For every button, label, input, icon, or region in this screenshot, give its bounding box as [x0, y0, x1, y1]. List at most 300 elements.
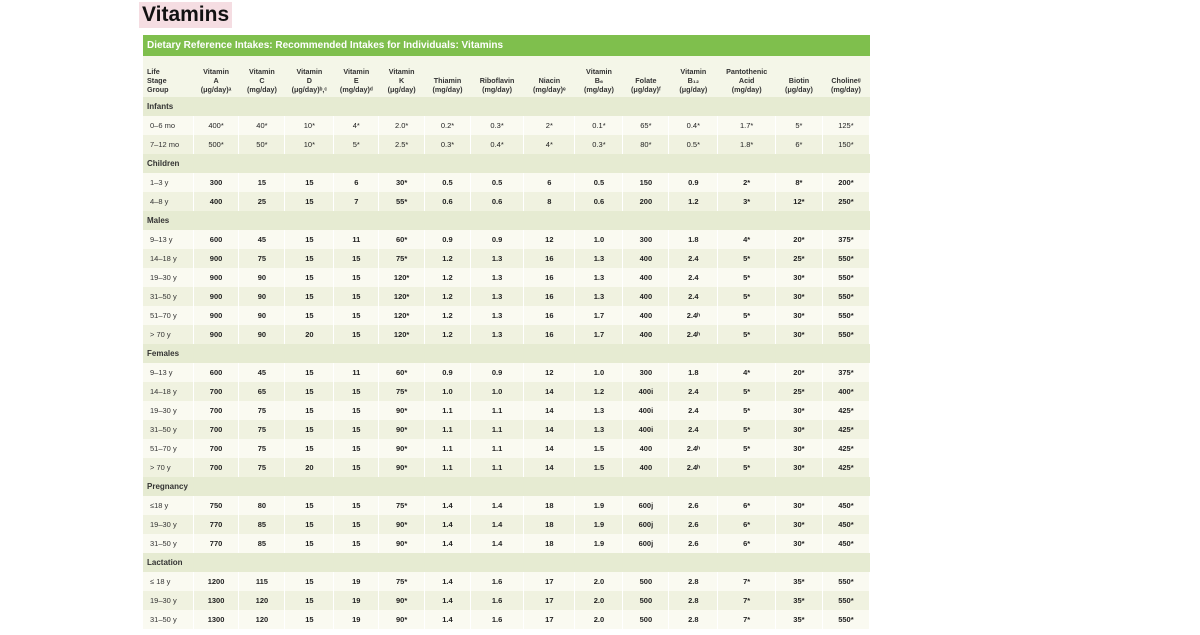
column-header: Vitamin B₆ (mg/day) — [575, 56, 623, 97]
value-cell: 6* — [775, 135, 822, 154]
value-cell: 125* — [822, 116, 869, 135]
value-cell: 30* — [379, 173, 425, 192]
value-cell: 1.8 — [669, 230, 718, 249]
table-row — [143, 439, 870, 458]
table-row — [143, 135, 870, 154]
page-title: Vitamins — [139, 2, 232, 28]
value-cell: 150 — [623, 173, 669, 192]
value-cell: 90* — [379, 458, 425, 477]
value-cell: 14 — [524, 458, 575, 477]
life-stage-cell: 31–50 y — [143, 420, 193, 439]
value-cell: 15 — [285, 287, 334, 306]
value-cell: 15 — [285, 496, 334, 515]
table-row — [143, 591, 870, 610]
value-cell: 1.3 — [470, 249, 523, 268]
life-stage-cell: ≤ 18 y — [143, 572, 193, 591]
value-cell: 120* — [379, 325, 425, 344]
value-cell: 1.4 — [470, 496, 523, 515]
value-cell: 35* — [775, 591, 822, 610]
table-row — [143, 116, 870, 135]
value-cell: 550* — [822, 572, 869, 591]
value-cell: 0.3* — [425, 135, 471, 154]
value-cell: 1.0 — [575, 230, 623, 249]
value-cell: 2.8 — [669, 610, 718, 629]
table-row — [143, 420, 870, 439]
value-cell: 6 — [334, 173, 379, 192]
value-cell: 90* — [379, 534, 425, 553]
section-header-row — [143, 477, 870, 496]
value-cell: 8 — [524, 192, 575, 211]
value-cell: 18 — [524, 534, 575, 553]
value-cell: 60* — [379, 363, 425, 382]
value-cell: 6 — [524, 173, 575, 192]
value-cell: 15 — [239, 173, 285, 192]
value-cell: 2.0 — [575, 591, 623, 610]
value-cell: 375* — [822, 230, 869, 249]
value-cell: 1.1 — [470, 401, 523, 420]
value-cell: 18 — [524, 515, 575, 534]
value-cell: 300 — [623, 230, 669, 249]
life-stage-cell: 4–8 y — [143, 192, 193, 211]
value-cell: 400i — [623, 382, 669, 401]
value-cell: 30* — [775, 439, 822, 458]
value-cell: 0.6 — [470, 192, 523, 211]
value-cell: 5* — [718, 458, 776, 477]
value-cell: 25* — [775, 382, 822, 401]
value-cell: 30* — [775, 420, 822, 439]
value-cell: 19 — [334, 572, 379, 591]
value-cell: 5* — [718, 306, 776, 325]
value-cell: 16 — [524, 249, 575, 268]
value-cell: 1.5 — [575, 439, 623, 458]
value-cell: 2* — [718, 173, 776, 192]
value-cell: 1.3 — [575, 268, 623, 287]
value-cell: 400* — [193, 116, 239, 135]
value-cell: 2.6 — [669, 534, 718, 553]
value-cell: 500 — [623, 610, 669, 629]
value-cell: 15 — [285, 420, 334, 439]
value-cell: 550* — [822, 268, 869, 287]
life-stage-cell: 19–30 y — [143, 515, 193, 534]
value-cell: 550* — [822, 610, 869, 629]
life-stage-cell: 1–3 y — [143, 173, 193, 192]
value-cell: 90* — [379, 515, 425, 534]
life-stage-cell: 19–30 y — [143, 268, 193, 287]
value-cell: 2.5* — [379, 135, 425, 154]
table-row — [143, 287, 870, 306]
column-header: Vitamin C (mg/day) — [239, 56, 285, 97]
value-cell: 1.9 — [575, 496, 623, 515]
value-cell: 1.7* — [718, 116, 776, 135]
value-cell: 30* — [775, 306, 822, 325]
value-cell: 2.6 — [669, 496, 718, 515]
section-label: Lactation — [143, 553, 870, 572]
life-stage-cell: ≤18 y — [143, 496, 193, 515]
value-cell: 120 — [239, 610, 285, 629]
value-cell: 1300 — [193, 591, 239, 610]
value-cell: 15 — [285, 230, 334, 249]
value-cell: 600j — [623, 496, 669, 515]
table-row — [143, 534, 870, 553]
life-stage-cell: > 70 y — [143, 325, 193, 344]
column-header: Vitamin A (μg/day)ᵃ — [193, 56, 239, 97]
value-cell: 450* — [822, 534, 869, 553]
value-cell: 17 — [524, 610, 575, 629]
table-row — [143, 325, 870, 344]
value-cell: 4* — [718, 230, 776, 249]
value-cell: 6* — [718, 496, 776, 515]
value-cell: 0.1* — [575, 116, 623, 135]
value-cell: 14 — [524, 401, 575, 420]
value-cell: 15 — [334, 268, 379, 287]
value-cell: 1.1 — [425, 401, 471, 420]
value-cell: 2* — [524, 116, 575, 135]
life-stage-cell: 0–6 mo — [143, 116, 193, 135]
column-header: Biotin (μg/day) — [775, 56, 822, 97]
value-cell: 15 — [285, 268, 334, 287]
value-cell: 11 — [334, 230, 379, 249]
value-cell: 15 — [334, 534, 379, 553]
value-cell: 75* — [379, 249, 425, 268]
value-cell: 5* — [718, 268, 776, 287]
value-cell: 1.3 — [470, 268, 523, 287]
value-cell: 25* — [775, 249, 822, 268]
value-cell: 5* — [718, 249, 776, 268]
value-cell: 35* — [775, 572, 822, 591]
value-cell: 2.4 — [669, 287, 718, 306]
life-stage-cell: 31–50 y — [143, 610, 193, 629]
life-stage-cell: 7–12 mo — [143, 135, 193, 154]
value-cell: 12* — [775, 192, 822, 211]
value-cell: 15 — [285, 173, 334, 192]
value-cell: 425* — [822, 458, 869, 477]
table-row — [143, 610, 870, 629]
table-row — [143, 382, 870, 401]
value-cell: 2.4 — [669, 268, 718, 287]
value-cell: 15 — [334, 306, 379, 325]
value-cell: 5* — [718, 382, 776, 401]
value-cell: 0.6 — [425, 192, 471, 211]
life-stage-cell: 51–70 y — [143, 306, 193, 325]
value-cell: 18 — [524, 496, 575, 515]
column-header: Niacin (mg/day)ᵉ — [524, 56, 575, 97]
value-cell: 770 — [193, 515, 239, 534]
value-cell: 15 — [334, 401, 379, 420]
value-cell: 30* — [775, 515, 822, 534]
value-cell: 400i — [623, 401, 669, 420]
value-cell: 1.3 — [575, 420, 623, 439]
value-cell: 1.1 — [470, 420, 523, 439]
column-header: Vitamin K (μg/day) — [379, 56, 425, 97]
value-cell: 700 — [193, 382, 239, 401]
value-cell: 75* — [379, 382, 425, 401]
value-cell: 17 — [524, 572, 575, 591]
table-row — [143, 363, 870, 382]
life-stage-cell: 31–50 y — [143, 534, 193, 553]
value-cell: 550* — [822, 249, 869, 268]
value-cell: 10* — [285, 116, 334, 135]
value-cell: 1.4 — [425, 534, 471, 553]
column-header: Thiamin (mg/day) — [425, 56, 471, 97]
table-row — [143, 306, 870, 325]
value-cell: 0.2* — [425, 116, 471, 135]
value-cell: 2.4 — [669, 382, 718, 401]
value-cell: 90* — [379, 439, 425, 458]
value-cell: 25 — [239, 192, 285, 211]
value-cell: 19 — [334, 610, 379, 629]
value-cell: 1.4 — [470, 534, 523, 553]
section-header-row — [143, 97, 870, 116]
life-stage-cell: 31–50 y — [143, 287, 193, 306]
value-cell: 2.6 — [669, 515, 718, 534]
value-cell: 120* — [379, 287, 425, 306]
value-cell: 5* — [718, 420, 776, 439]
value-cell: 2.4 — [669, 249, 718, 268]
table-row — [143, 268, 870, 287]
value-cell: 90* — [379, 591, 425, 610]
value-cell: 7* — [718, 610, 776, 629]
value-cell: 0.4* — [669, 116, 718, 135]
life-stage-cell: 9–13 y — [143, 363, 193, 382]
value-cell: 1.2 — [425, 325, 471, 344]
column-header: Vitamin E (mg/day)ᵈ — [334, 56, 379, 97]
value-cell: 300 — [623, 363, 669, 382]
value-cell: 0.9 — [669, 173, 718, 192]
value-cell: 10* — [285, 135, 334, 154]
value-cell: 0.6 — [575, 192, 623, 211]
value-cell: 15 — [285, 439, 334, 458]
life-stage-cell: 19–30 y — [143, 591, 193, 610]
value-cell: 45 — [239, 363, 285, 382]
value-cell: 2.4ʰ — [669, 458, 718, 477]
value-cell: 15 — [285, 401, 334, 420]
value-cell: 30* — [775, 325, 822, 344]
value-cell: 16 — [524, 325, 575, 344]
value-cell: 85 — [239, 534, 285, 553]
value-cell: 700 — [193, 420, 239, 439]
value-cell: 15 — [334, 458, 379, 477]
value-cell: 1.3 — [575, 249, 623, 268]
value-cell: 15 — [334, 420, 379, 439]
value-cell: 1.2 — [669, 192, 718, 211]
life-stage-cell: 19–30 y — [143, 401, 193, 420]
value-cell: 120* — [379, 268, 425, 287]
value-cell: 15 — [334, 382, 379, 401]
value-cell: 400* — [822, 382, 869, 401]
value-cell: 2.8 — [669, 591, 718, 610]
value-cell: 700 — [193, 458, 239, 477]
value-cell: 11 — [334, 363, 379, 382]
value-cell: 80 — [239, 496, 285, 515]
value-cell: 30* — [775, 268, 822, 287]
value-cell: 0.9 — [425, 230, 471, 249]
value-cell: 2.4 — [669, 420, 718, 439]
value-cell: 15 — [334, 325, 379, 344]
value-cell: 15 — [285, 515, 334, 534]
value-cell: 20* — [775, 363, 822, 382]
value-cell: 0.5 — [425, 173, 471, 192]
value-cell: 90* — [379, 401, 425, 420]
dietary-reference-intakes-table — [143, 35, 870, 629]
value-cell: 5* — [334, 135, 379, 154]
life-stage-cell: 51–70 y — [143, 439, 193, 458]
column-header: Vitamin B₁₂ (μg/day) — [669, 56, 718, 97]
value-cell: 1.1 — [470, 458, 523, 477]
value-cell: 900 — [193, 268, 239, 287]
value-cell: 90 — [239, 306, 285, 325]
value-cell: 1.1 — [425, 420, 471, 439]
value-cell: 15 — [285, 192, 334, 211]
value-cell: 90 — [239, 287, 285, 306]
life-stage-cell: 14–18 y — [143, 382, 193, 401]
value-cell: 600 — [193, 363, 239, 382]
value-cell: 90 — [239, 325, 285, 344]
value-cell: 15 — [285, 572, 334, 591]
value-cell: 0.5* — [669, 135, 718, 154]
value-cell: 1.9 — [575, 534, 623, 553]
value-cell: 2.4ʰ — [669, 306, 718, 325]
value-cell: 16 — [524, 287, 575, 306]
value-cell: 1.5 — [575, 458, 623, 477]
value-cell: 400 — [623, 458, 669, 477]
value-cell: 250* — [822, 192, 869, 211]
value-cell: 1.8 — [669, 363, 718, 382]
value-cell: 6* — [718, 515, 776, 534]
life-stage-cell: 14–18 y — [143, 249, 193, 268]
value-cell: 1.2 — [575, 382, 623, 401]
value-cell: 75 — [239, 401, 285, 420]
value-cell: 7* — [718, 591, 776, 610]
life-stage-cell: > 70 y — [143, 458, 193, 477]
value-cell: 425* — [822, 401, 869, 420]
column-header-row — [143, 56, 870, 97]
section-label: Females — [143, 344, 870, 363]
value-cell: 0.9 — [425, 363, 471, 382]
value-cell: 1.1 — [470, 439, 523, 458]
value-cell: 1.9 — [575, 515, 623, 534]
value-cell: 55* — [379, 192, 425, 211]
value-cell: 400i — [623, 420, 669, 439]
value-cell: 50* — [239, 135, 285, 154]
value-cell: 1.3 — [470, 325, 523, 344]
value-cell: 15 — [285, 306, 334, 325]
value-cell: 600j — [623, 534, 669, 553]
value-cell: 5* — [775, 116, 822, 135]
value-cell: 60* — [379, 230, 425, 249]
value-cell: 0.5 — [575, 173, 623, 192]
value-cell: 15 — [334, 515, 379, 534]
value-cell: 20* — [775, 230, 822, 249]
value-cell: 75 — [239, 420, 285, 439]
value-cell: 400 — [623, 249, 669, 268]
value-cell: 1.6 — [470, 591, 523, 610]
section-label: Males — [143, 211, 870, 230]
value-cell: 35* — [775, 610, 822, 629]
section-header-row — [143, 211, 870, 230]
value-cell: 30* — [775, 287, 822, 306]
column-header: Pantothenic Acid (mg/day) — [718, 56, 776, 97]
value-cell: 15 — [334, 287, 379, 306]
value-cell: 1.0 — [575, 363, 623, 382]
value-cell: 1.1 — [425, 439, 471, 458]
value-cell: 90* — [379, 420, 425, 439]
value-cell: 1.2 — [425, 249, 471, 268]
table-row — [143, 496, 870, 515]
value-cell: 0.3* — [575, 135, 623, 154]
value-cell: 1.4 — [425, 515, 471, 534]
value-cell: 90* — [379, 610, 425, 629]
value-cell: 450* — [822, 496, 869, 515]
value-cell: 2.8 — [669, 572, 718, 591]
value-cell: 900 — [193, 249, 239, 268]
value-cell: 770 — [193, 534, 239, 553]
value-cell: 6* — [718, 534, 776, 553]
table-caption: Dietary Reference Intakes: Recommended Intakes for Individuals: Vitamins — [143, 35, 870, 56]
value-cell: 1.1 — [425, 458, 471, 477]
value-cell: 0.3* — [470, 116, 523, 135]
value-cell: 1.2 — [425, 268, 471, 287]
value-cell: 1.0 — [470, 382, 523, 401]
table-row — [143, 173, 870, 192]
column-header: Cholineᵍ (mg/day) — [822, 56, 869, 97]
value-cell: 30* — [775, 458, 822, 477]
table-row — [143, 458, 870, 477]
value-cell: 600 — [193, 230, 239, 249]
value-cell: 400 — [193, 192, 239, 211]
value-cell: 1.3 — [575, 287, 623, 306]
value-cell: 14 — [524, 382, 575, 401]
section-label: Children — [143, 154, 870, 173]
value-cell: 15 — [334, 439, 379, 458]
value-cell: 120* — [379, 306, 425, 325]
table-row — [143, 515, 870, 534]
value-cell: 1.8* — [718, 135, 776, 154]
value-cell: 15 — [285, 534, 334, 553]
value-cell: 1.4 — [425, 496, 471, 515]
value-cell: 15 — [285, 249, 334, 268]
value-cell: 65* — [623, 116, 669, 135]
value-cell: 1.2 — [425, 287, 471, 306]
value-cell: 1.3 — [470, 306, 523, 325]
value-cell: 90 — [239, 268, 285, 287]
value-cell: 375* — [822, 363, 869, 382]
value-cell: 19 — [334, 591, 379, 610]
value-cell: 300 — [193, 173, 239, 192]
value-cell: 450* — [822, 515, 869, 534]
value-cell: 75* — [379, 572, 425, 591]
value-cell: 600j — [623, 515, 669, 534]
value-cell: 500 — [623, 572, 669, 591]
value-cell: 1.7 — [575, 306, 623, 325]
value-cell: 5* — [718, 325, 776, 344]
value-cell: 20 — [285, 458, 334, 477]
value-cell: 5* — [718, 439, 776, 458]
section-label: Pregnancy — [143, 477, 870, 496]
value-cell: 550* — [822, 591, 869, 610]
value-cell: 7 — [334, 192, 379, 211]
column-header: Folate (μg/day)ᶠ — [623, 56, 669, 97]
value-cell: 75 — [239, 458, 285, 477]
value-cell: 400 — [623, 439, 669, 458]
value-cell: 45 — [239, 230, 285, 249]
table-row — [143, 401, 870, 420]
section-label: Infants — [143, 97, 870, 116]
value-cell: 0.9 — [470, 230, 523, 249]
value-cell: 15 — [285, 363, 334, 382]
value-cell: 1200 — [193, 572, 239, 591]
value-cell: 425* — [822, 420, 869, 439]
value-cell: 1.3 — [470, 287, 523, 306]
